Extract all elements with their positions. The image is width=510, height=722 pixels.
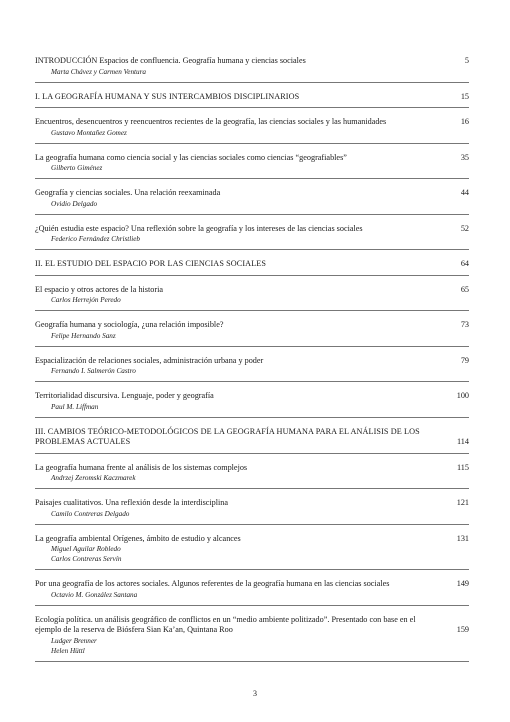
page-reference: 16 <box>460 117 469 126</box>
chapter-author: Gustavo Montañez Gomez <box>51 128 127 137</box>
chapter-author: Carlos Contreras Servín <box>51 555 122 563</box>
chapter-title: El espacio y otros actores de la historia <box>35 284 164 294</box>
page-reference: 149 <box>456 579 469 588</box>
toc-entry <box>35 579 469 606</box>
toc-entry <box>35 285 469 312</box>
page-reference: 35 <box>460 152 469 162</box>
section-title: I. LA GEOGRAFÍA HUMANA Y SUS INTERCAMBIOS DISCIPLINARIOS <box>35 91 300 101</box>
chapter-title: Paisajes cualitativos. Una reflexión desde la interdisciplina <box>35 498 229 507</box>
page-reference: 115 <box>457 462 469 472</box>
page-reference: 100 <box>456 391 469 400</box>
toc-entry <box>35 320 469 347</box>
toc-entry <box>35 356 469 383</box>
section-title: III. CAMBIOS TEÓRICO-METODOLÓGICOS DE LA GEOGRAFÍA HUMANA PARA EL ANÁLISIS DE LOS PROBLEMAS ACTUALES <box>35 426 420 446</box>
toc-entry <box>35 463 469 490</box>
chapter-title: Geografía y ciencias sociales. Una relación reexaminada <box>35 188 221 197</box>
chapter-author: Gilberto Giménez <box>51 164 103 172</box>
page-reference: 73 <box>460 320 469 329</box>
page-reference: 159 <box>456 625 469 634</box>
chapter-author: Andrzej Zeromski Kaczmarek <box>51 474 136 482</box>
chapter-author: Ludger Brenner <box>51 636 97 645</box>
chapter-author: Miguel Aguilar Robledo <box>51 545 121 553</box>
chapter-author: Helen Hüttl <box>51 646 85 655</box>
chapter-title: INTRODUCCIÓN Espacios de confluencia. Geografía humana y ciencias sociales <box>35 56 306 65</box>
toc-entry <box>35 56 469 83</box>
chapter-title: La geografía humana frente al análisis de los sistemas complejos <box>35 462 248 472</box>
page-reference: 79 <box>460 355 469 365</box>
chapter-title: Territorialidad discursiva. Lenguaje, poder y geografía <box>35 391 214 400</box>
page-reference: 64 <box>460 259 469 268</box>
chapter-author: Marta Chávez y Carmen Ventura <box>51 67 147 76</box>
toc-entry <box>35 117 469 144</box>
toc-entry <box>35 391 469 418</box>
chapter-author: Carlos Herrejón Peredo <box>51 296 121 304</box>
chapter-title: Por una geografía de los actores sociales. Algunos referentes de la geografía humana en las ciencias sociales <box>35 579 390 588</box>
chapter-title: La geografía ambiental Orígenes, ámbito de estudio y alcances <box>35 533 241 543</box>
page-number: 3 <box>253 689 257 698</box>
section-title: II. EL ESTUDIO DEL ESPACIO POR LAS CIENCIAS SOCIALES <box>35 259 267 268</box>
page-reference: 65 <box>460 284 469 294</box>
chapter-title: Espacialización de relaciones sociales, administración urbana y poder <box>35 355 264 365</box>
toc-section-heading <box>35 259 469 276</box>
page-reference: 52 <box>460 223 469 233</box>
page-reference: 5 <box>464 56 469 65</box>
toc-entry <box>35 188 469 215</box>
chapter-title: Geografía humana y sociología, ¿una relación imposible? <box>35 320 224 329</box>
chapter-title: La geografía humana como ciencia social y las ciencias sociales como ciencias “geografiables” <box>35 152 347 162</box>
chapter-title: ¿Quién estudia este espacio? Una reflexión sobre la geografía y los intereses de las ciencias sociales <box>35 223 363 233</box>
chapter-author: Camilo Contreras Delgado <box>51 509 130 518</box>
toc-section-heading <box>35 92 469 109</box>
table-of-contents <box>35 56 469 671</box>
chapter-author: Federico Fernández Christlieb <box>51 235 141 243</box>
chapter-title: Ecología política. un análisis geográfico de conflictos en un “medio ambiente politizado”. Presentado con base en el ejemplo de la reserva de Biósfera Sian Ka’an, Quintana Roo <box>35 614 416 634</box>
page-reference: 114 <box>457 437 469 446</box>
page-reference: 121 <box>456 498 469 507</box>
toc-entry <box>35 224 469 251</box>
chapter-author: Ovidio Delgado <box>51 199 98 208</box>
toc-entry <box>35 534 469 571</box>
page-reference: 131 <box>456 533 469 543</box>
chapter-author: Octavio M. González Santana <box>51 590 138 599</box>
toc-entry <box>35 615 469 662</box>
page-reference: 44 <box>460 188 469 197</box>
toc-section-heading <box>35 427 469 454</box>
page-reference: 15 <box>460 91 469 101</box>
chapter-author: Felipe Hernando Sanz <box>51 331 116 340</box>
chapter-author: Paul M. Liffman <box>51 402 99 411</box>
chapter-title: Encuentros, desencuentros y reencuentros recientes de la geografía, las ciencias sociales y las humanidades <box>35 117 387 126</box>
toc-entry <box>35 153 469 180</box>
chapter-author: Fernando I. Salmerón Castro <box>51 367 136 375</box>
toc-entry <box>35 498 469 525</box>
